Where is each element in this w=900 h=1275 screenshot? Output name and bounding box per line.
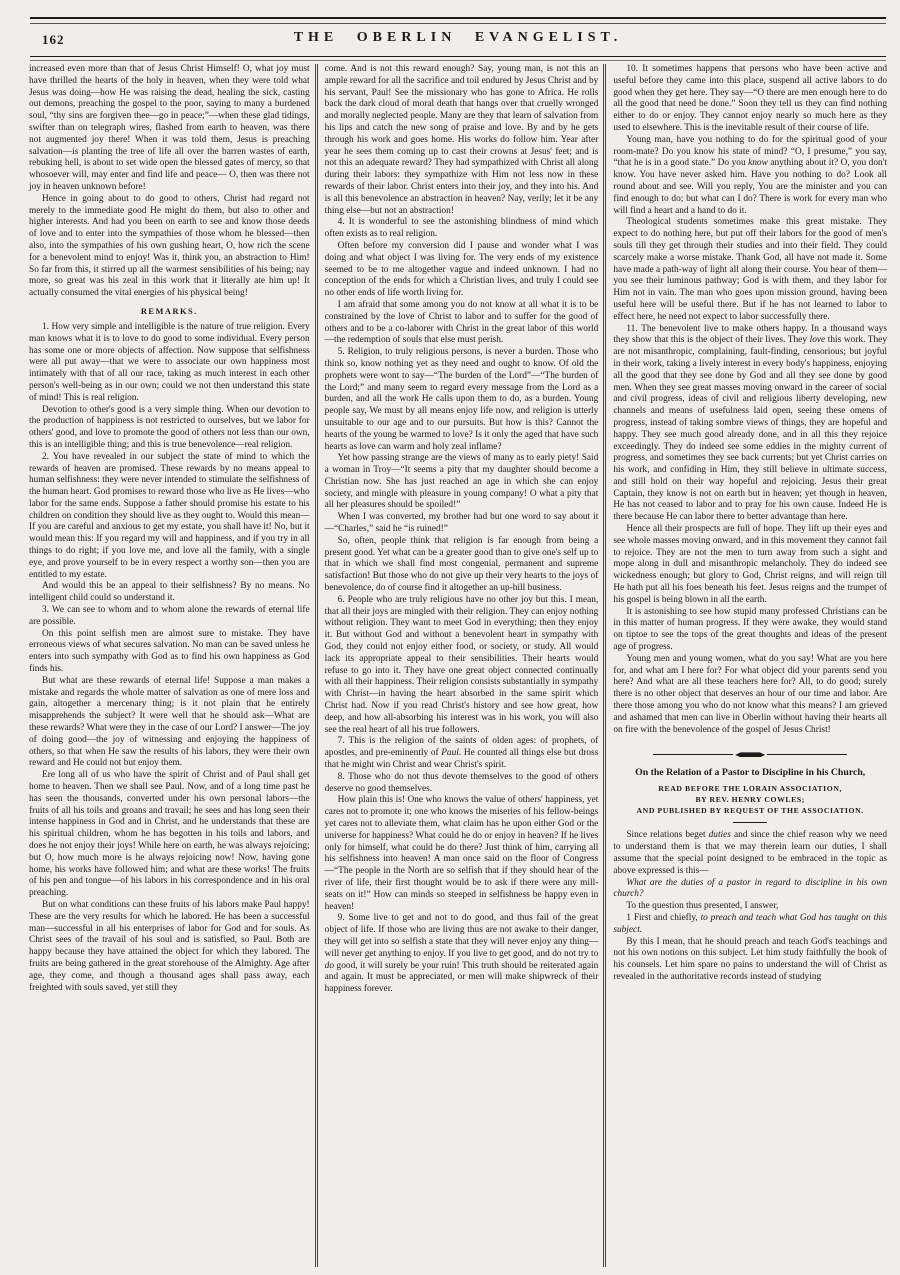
- paragraph: increased even more than that of Jesus Christ Himself! O, what joy must have thrilled the hearts of the holy in heaven, when they were told what Jesus was doing—how He was raising the dead, healing the sick, casting out demons, preaching the gospel to the poor, saying to many a burdened soul, “thy sins are forgiven thee—go in peace;”—when these glad tidings, swifter than on telegraph wires, flashed from earth to heaven, was there not augmented joy there! When it was told them, Jesus is preaching salvation—is planting the tree of life all over the barren wastes of earth, rebuking hell, is about to set wide open the blessed gates of mercy, so that whosoever will, may enter and find life and peace— O, then was there not joy in heaven unknown before!: [29, 64, 310, 192]
- paragraph: 3. We can see to whom and to whom alone the rewards of eternal life are possible.: [29, 605, 310, 627]
- paragraph: On this point selfish men are almost sure to mistake. They have erroneous views of what secures salvation. No man can be saved unless he enters into such sympathy with God as to find his own happiness as God finds his.: [29, 628, 310, 675]
- paragraph: 9. Some live to get and not to do good, and thus fail of the great object of life. If those who are living thus are not awake to their danger, they will get into so selfish a state that they will never enjoy any thing—will never get anything to enjoy. If you live to get good, and do not try to do good, it will surely be your ruin! This truth should be reiterated again and again. It must be appreciated, or men will make shipwreck of their happiness forever.: [324, 913, 599, 995]
- paragraph: Ere long all of us who have the spirit of Christ and of Paul shall get home to heaven. Then we shall see Paul. Now, and of a long time past he has seen the thousands, converted under his own personal labors—the fruits of all his toils and groans and travail; he sees and has long seen their intense happiness in God and in Christ, and he understands that these are his spiritual children, whom he has begotten in his toils and labors, and does he not enjoy their joys! While here on earth, he was always rejoicing; but O, how much more is he always rejoicing now! Now, having gone home, his works have followed him; and what are these works! The fruits of his pen and tongue—of his labors in his correspondence and in his oral preaching.: [29, 770, 310, 899]
- paragraph: Hence in going about to do good to others, Christ had regard not merely to the immediate good He might do them, but also to other and higher interests. And had you been on earth to see and know those deeds of love and to enter into the sympathies of those whom he blessed—then also, into the sympathies of his own gushing heart, O, how rich the scene for a benevolent mind to enjoy! Was it, think you, an abstraction to Him! So far from this, it stirred up all the warmest sensibilities of his being; nay more, so great was his zeal in this work that it literally ate him up! It actually consumed the vital energies of his physical being!: [29, 193, 310, 299]
- paragraph: And would this be an appeal to their selfishness? By no means. No intelligent child could so understand it.: [29, 581, 310, 604]
- paragraph: But on what conditions can these fruits of his labors make Paul happy! These are the very results for which he labored. He has been a successful man—successful in all his enterprises of labor for God and for souls. As Christ sees of the travail of his soul and is satisfied, so Paul. Both are happy because they have attained the object for which they labored. The fruits are being gathered in the great storehouse of the Almighty. Age after age, they come, and though a thousand ages shall pass away, each freighted with souls saved, yet still they: [29, 899, 310, 993]
- paragraph: When I was converted, my brother had but one word to say about it—“Charles,” said he “is ruined!”: [324, 512, 599, 535]
- decorative-rule: [653, 752, 847, 757]
- paragraph: 4. It is wonderful to see the astonishing blindness of mind which often exists as to real religion.: [324, 217, 599, 240]
- page-header: [30, 26, 886, 52]
- column-2: [315, 64, 602, 1267]
- article-title: On the Relation of a Pastor to Discipline in his Church,: [635, 767, 866, 779]
- paragraph: Yet how passing strange are the views of many as to early piety! Said a woman in Troy—“It seems a pity that my daughter should become a Christian now. She has just reached an age in which she can enjoy society, and mingle with pleasure in young company! O what a pity that all her pleasures should be spoiled!”: [324, 453, 599, 511]
- diamond-ornament: [735, 752, 765, 757]
- page-number: 162: [42, 32, 65, 47]
- paragraph: 2. You have revealed in our subject the state of mind to which the rewards of heaven are promised. These rewards by no means appeal to human selfishness: they were never intended to stimulate the selfishness of the human heart. God promises to reward those who live as He lives—who labor for the same ends. Suppose a father should promise his estate to his children on condition they should live as they ought to. Would this mean—If you are careful and anxious to get my estate, you shall have it! No, but it would mean this: If you regard my will and happiness, and if you try in all things to do right; if you love me, and love all the family, with a single eye, and prove yourself to be in every respect a worthy son—then you are entitled to my estate.: [29, 451, 310, 580]
- byline: AND PUBLISHED BY REQUEST OF THE ASSOCIATION.: [636, 806, 864, 816]
- paragraph: Young man, have you nothing to do for the spiritual good of your room-mate? Do you know his state of mind? “O, I presume,” you say, “that he is in a good state.” Do you know anything about it? O, you don't know. You have never asked him. Have you nothing to do? Look all round about and see. Will you reply, You are the minister and you can find enough to do; but what can I do? There is work for every man who will find a heart and a hand to do it.: [613, 134, 887, 216]
- paragraph: To the question thus presented, I answer,: [626, 901, 779, 912]
- paragraph: Devotion to other's good is a very simple thing. When our devotion to the production of happiness is not restricted to ourselves, but we labor for others' good, and love to promote the good of others not less than our own, this is an intelligible thing; and this is true benevolence—real religion.: [29, 404, 310, 450]
- section-heading: REMARKS.: [140, 306, 198, 316]
- byline: READ BEFORE THE LORAIN ASSOCIATION,: [658, 784, 842, 794]
- paragraph: So, often, people think that religion is far enough from being a present good. Yet what can be a greater good than to give one's self up to that in which we shall find most congenial, permanent and supreme satisfaction! But those who do not give up their very hearts to the joys of benevolence, do of course find it altogether an up-hill business.: [324, 535, 599, 594]
- paragraph: 7. This is the religion of the saints of olden ages: of prophets, of apostles, and pre-eminently of Paul. He counted all things else but dross that he might win Christ and wear Christ's spirit.: [324, 736, 599, 771]
- paragraph: 6. People who are truly religious have no other joy but this. I mean, that all their joys are mingled with their religion. They can enjoy nothing without religion. They want to meet God in everything; then they enjoy it. But without God and without a benevolent heart in sympathy with God, they could not enjoy either food, or society, or study. All would lack its appropriate appeal to their sensibilities. Their hearts would refuse to go into it. They have one great object connected continually with all their happiness. Their religion consists substantially in sympathy with Christ—in having the heart absorbed in the same spirit which Christ had. Now if you read Christ's history and see how great, how deep, and how all-absorbing his interest was in his work, you will also see the real heart of all his true followers.: [324, 594, 599, 735]
- column-1: [26, 64, 313, 1267]
- paragraph: Often before my conversion did I pause and wonder what I was doing and what object I was living for. The very ends of my existence seemed to be to me altogether vague and indeed unknown. I had no conception of the ends for which a Christian lives, and truly I could see no other ends of life worth living for.: [324, 240, 599, 299]
- paragraph: Since relations beget duties and since the chief reason why we need to understand them is that we may therein learn our duties, I shall assume that the special point designed to be embraced in the topic as above expressed is this—: [613, 830, 887, 876]
- masthead-title: THE OBERLIN EVANGELIST.: [293, 30, 623, 45]
- paragraph: I am afraid that some among you do not know at all what it is to be constrained by the love of Christ to labor and to suffer for the good of others and to be a co-laborer with Christ in the great labor of this world—the redemption of souls that else must perish.: [324, 299, 599, 346]
- paragraph: 1 First and chiefly, to preach and teach what God has taught on this subject.: [613, 913, 887, 935]
- top-rule: [30, 17, 886, 24]
- header-rule: [30, 56, 886, 61]
- paragraph: 10. It sometimes happens that persons who have been active and useful before they came into this place, suspend all active labors to do good when they get here. They say—“O there are men enough here to do all the good that need be done.” Soon they tell us they can find nothing either to do or enjoy. They cannot enjoy nearly so much here as they used to elsewhere. This is the inevitable result of their course of life.: [613, 64, 887, 133]
- paragraph: 5. Religion, to truly religious persons, is never a burden. Those who think so, know nothing yet as they need and ought to know. Of old the prophets were wont to say—“The burden of the Lord”—“The burden of the Lord;” and many seem to regard every message from the Lord as a burden, and all the work He calls upon them to do, as a burden. Young people say, We must by all means enjoy life now, and religion is utterly unsuitable to our age and to our pursuits. But how is this? Cannot the hearts of the young be warmed to love? Is it only the aged that have such hearts as love can warm and holy zeal inflame?: [324, 347, 599, 452]
- byline: BY REV. HENRY COWLES;: [695, 795, 805, 805]
- short-rule: [733, 822, 767, 823]
- paragraph: It is astonishing to see how stupid many professed Christians can be in this matter of human progress. If they were awake, they would stand on tiptoe to see the tops of the great thoughts and ideas of the present age of progress.: [613, 606, 887, 653]
- paragraph: But what are these rewards of eternal life! Suppose a man makes a mistake and regards the whole matter of salvation as one of mere loss and gain, altogether a mercenary thing; is it not plain that he entirely misapprehends the subject? It were well that he should ask—What are these rewards? What were they in the case of our Lord? I answer—The joy of doing good—the joy of witnessing and enjoying the happiness of others, so that when He saw the results of his labors, they were their own reward and He could not but enjoy them.: [29, 675, 310, 769]
- article-body: [26, 64, 890, 1267]
- paragraph: come. And is not this reward enough? Say, young man, is not this an ample reward for all the sacrifice and toil endured by Jesus Christ and by his servant, Paul! See the missionary who has gone to Africa. He rolls back the dark cloud of moral death that hangs over that cruelly wronged and morally neglected people. Many are they that learn of salvation from his lips and catch the new song of praise and love. By and by he gets through his work and goes home. His works do follow him. Year after year he sees them coming up to cast their crowns at Jesus' feet; and is not this an adequate reward? They had sympathized with Christ all along during their labors: they sympathize with Him not less now in these rewards of their labor. Christ enters into their joy, and they into his. And is all this benevolence an abstraction in heaven? Nay, verily; let it be any thing else—but not an abstraction!: [324, 64, 599, 216]
- paragraph: 11. The benevolent live to make others happy. In a thousand ways they show that this is the object of their lives. They love this work. They are not misanthropic, complaining, fault-finding, censorious; but joyful in their work, taking a lively interest in every body's happiness, enjoying all the good that they see done by God and all they see done by good men. When they see great masses moving onward in the career of social and civil progress, ideas of civil and religious liberty developing, new channels and means of usefulness laid open, seeing these omens of progress, instead of taking sombre views of things, they are hopeful and happy. They see much good already done, and in all this they rejoice exceedingly. They do indeed see some eddies in the mighty current of progress, and sometimes they see back currents; but yet Christ carries on his work, and confiding in Him, they still believe in ultimate success, and still hold on their way hopeful and rejoicing. Jesus their great Captain, they know is not on earth but in heaven; yet though in heaven, He has not ceased to labor and to pray for his own cause. Indeed He is there because He can labor there to better advantage than here.: [613, 323, 888, 523]
- paragraph: How plain this is! One who knows the value of others' happiness, yet cares not to promote it; one who knows the miseries of his fellow-beings yet cares not to alleviate them, what claim has he upon either God or the universe for happiness? What could he do or enjoy in heaven? If he lives only for himself, what could he do there? Just think of him, carrying all his selfishness into heaven! A man once said on the floor of Congress—“The people in the North are so selfish that if they should hear of the river of life, their first thought would be to ask if there were any mill-seats on it!” How can minds so steeped in selfishness be happy even in heaven!: [324, 795, 599, 912]
- paragraph: Hence all their prospects are full of hope. They lift up their eyes and see whole masses moving onward, and in this movement they cannot fail to rejoice. They are not the men to turn away from such a sight and mope along in dull and misanthropic melancholy. They do indeed see wickedness enough; but glory to God, Christ reigns, and will reign till He hath put all his foes beneath his feet. Jesus reigns and the trumpet of his gospel is being blown in all the earth.: [613, 524, 887, 605]
- paragraph: 1. How very simple and intelligible is the nature of true religion. Every man knows what it is to love to do good to some individual. Every person has some one or more objects of affection. Now suppose that selfishness were all put away—that we were to associate our own happiness most intimately with that of all our race, taking as much interest in each other person's well-being as in our own; could we not then understand this state of mind! This is real religion.: [29, 321, 310, 403]
- paragraph: Theological students sometimes make this great mistake. They expect to do nothing here, but put off their labors for the good of men's souls till they get through their studies and into their field. They could scarcely make a worse mistake. Thank God, all have not made it. Some have made a path-way of light all along their course. You hear of them—you see their luminous pathway; God is with them, and they labor for Him not in vain. The man who goes upon mission ground, having been useful here will be useful there. But if he has not learned to labor to effect here, he need not expect to labor successfully there.: [613, 217, 887, 322]
- paragraph: Young men and young women, what do you say! What are you here for, and what am I here for? For what object did your parents send you here? And what are all these teachers here for? All, to do good; surely there is no other object that deserves an hour of our time and labor. Are there those among you who do not know what this means? I am grieved and ashamed that men can live in Oberlin without having their hearts all on fire with the benevolence of the gospel of Jesus Christ!: [613, 653, 887, 735]
- paragraph: By this I mean, that he should preach and teach God's teachings and not his own notions on this subject. Let him study faithfully the book of his counsels. Let him spare no pains to understand the will of Christ as revealed in the authoritative records instead of studying: [613, 936, 887, 982]
- paragraph: What are the duties of a pastor in regard to discipline in his own church?: [613, 877, 887, 900]
- column-3: [603, 64, 890, 1267]
- paragraph: 8. Those who do not thus devote themselves to the good of others deserve no good themselves.: [324, 771, 599, 794]
